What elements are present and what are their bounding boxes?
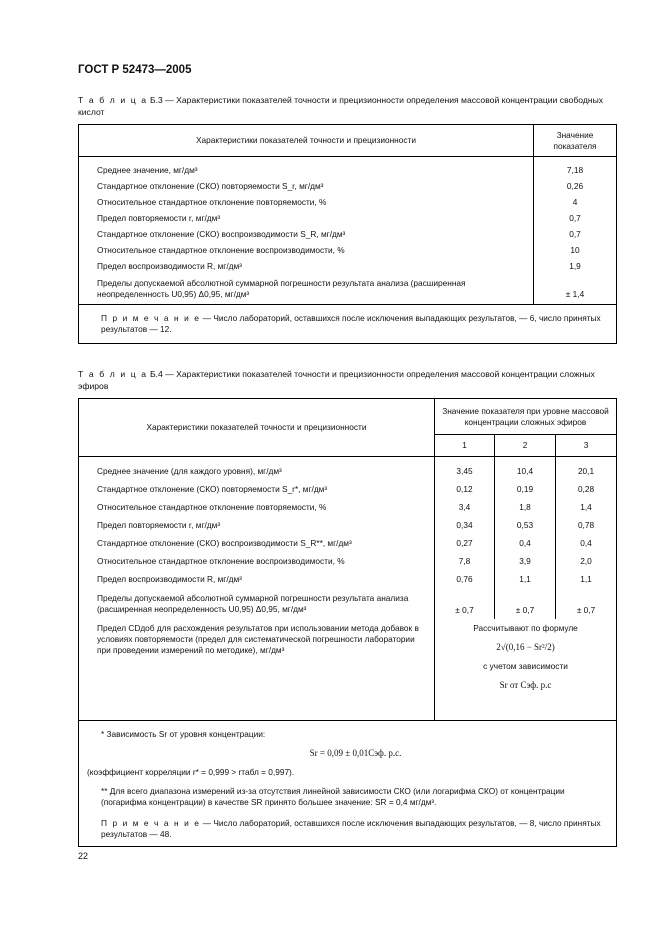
table-cell: 0,4 — [556, 535, 617, 553]
level-header-3: 3 — [556, 435, 617, 457]
table-cell: 1,1 — [495, 571, 556, 589]
table-row: Стандартное отклонение (СКО) воспроизводимости S_R**, мг/дм³ — [79, 535, 435, 553]
table-row: Относительное стандартное отклонение воспроизводимости, % — [79, 243, 534, 259]
table-row: Стандартное отклонение (СКО) воспроизводимости S_R, мг/дм³ — [79, 227, 534, 243]
table-cell: 0,28 — [556, 481, 617, 499]
table-b4-caption — [78, 368, 618, 392]
level-header-2: 2 — [495, 435, 556, 457]
table-b3 — [78, 124, 617, 344]
footnote-1-title: * Зависимость Sr от уровня концентрации: — [101, 729, 266, 739]
footnote-2: ** Для всего диапазона измерений из-за отсутствия линейной зависимости СКО (или логарифма СКО) от концентрации (погарифма концентрации) в качестве SR принято большее значение: SR = 0,4 мг/дм³. — [101, 786, 565, 807]
table-cell: 3,4 — [435, 499, 495, 517]
note-text: — Число лабораторий, оставшихся после исключения выпадающих результатов, — 6, число принятых результатов — 12. — [101, 313, 601, 334]
note-prefix: П р и м е ч а н и е — [101, 818, 201, 828]
table-cell: 0,53 — [495, 517, 556, 535]
table-cell: 0,78 — [556, 517, 617, 535]
table-cell: ± 0,7 — [556, 589, 617, 619]
table-row-cd: Предел CDдоб для расхождения результатов при использовании метода добавок в условиях повторяемости (предел для систематической погрешности лаборатории при проведении измерений по методике), мг/дм³ — [79, 619, 435, 721]
table-cell: ± 0,7 — [495, 589, 556, 619]
table-cell: 0,12 — [435, 481, 495, 499]
table-b3-caption — [78, 94, 618, 118]
table-cell: 0,4 — [495, 535, 556, 553]
table-cell: 20,1 — [556, 463, 617, 481]
table-b3-col-header-1: Характеристики показателей точности и прецизионности — [79, 125, 534, 157]
note-prefix: П р и м е ч а н и е — [101, 313, 201, 323]
table-row: Относительное стандартное отклонение повторяемости, % — [79, 499, 435, 517]
table-b3-col-header-2: Значение показателя — [534, 125, 617, 157]
table-row: Предел повторяемости r, мг/дм³ — [79, 517, 435, 535]
page-number: 22 — [78, 851, 89, 861]
table-row: Среднее значение, мг/дм³ — [79, 163, 534, 179]
table-cell: ± 0,7 — [435, 589, 495, 619]
table-cell: ± 1,4 — [534, 275, 617, 305]
table-cell: 0,19 — [495, 481, 556, 499]
table-b4 — [78, 398, 617, 847]
table-row: Пределы допускаемой абсолютной суммарной погрешности результата анализа (расширенная неопределенность U0,95) Δ0,95, мг/дм³ — [79, 275, 534, 305]
footnote-1-formula: Sr = 0,09 ± 0,01Cэф. р.с. — [309, 748, 402, 758]
table-row: Пределы допускаемой абсолютной суммарной погрешности результата анализа (расширенная неопределенность U0,95) Δ0,95, мг/дм³ — [79, 589, 435, 619]
table-cell: 7,8 — [435, 553, 495, 571]
table-b4-col-header-1: Характеристики показателей точности и прецизионности — [79, 399, 435, 457]
note-text: — Число лабораторий, оставшихся после исключения выпадающих результатов, — 8, число принятых результатов — 48. — [101, 818, 601, 839]
table-cell: 4 — [534, 195, 617, 211]
caption-text: Б.4 — Характеристики показателей точности и прецизионности определения массовой концентрации сложных эфиров — [78, 369, 595, 391]
table-row: Предел воспроизводимости R, мг/дм³ — [79, 259, 534, 275]
table-row: Относительное стандартное отклонение воспроизводимости, % — [79, 553, 435, 571]
table-cell: 0,76 — [435, 571, 495, 589]
table-row: Стандартное отклонение (СКО) повторяемости S_r, мг/дм³ — [79, 179, 534, 195]
table-cell: 1,9 — [534, 259, 617, 275]
table-cell: 2,0 — [556, 553, 617, 571]
table-cell: 1,8 — [495, 499, 556, 517]
table-cell: 1,4 — [556, 499, 617, 517]
table-cell: 0,27 — [435, 535, 495, 553]
table-b4-footnotes — [79, 721, 617, 847]
caption-prefix: Т а б л и ц а — [78, 95, 148, 105]
table-row: Предел повторяемости r, мг/дм³ — [79, 211, 534, 227]
table-cell: 0,26 — [534, 179, 617, 195]
table-b3-note — [79, 305, 617, 344]
table-cell: 3,9 — [495, 553, 556, 571]
table-row: Относительное стандартное отклонение повторяемости, % — [79, 195, 534, 211]
table-cell: 0,7 — [534, 211, 617, 227]
level-header-1: 1 — [435, 435, 495, 457]
table-b4-note — [101, 818, 610, 840]
cd-calc-text: Рассчитывают по формуле — [473, 622, 578, 633]
caption-prefix: Т а б л и ц а — [78, 369, 148, 379]
document-header: ГОСТ Р 52473—2005 — [78, 64, 192, 76]
caption-text: Б.3 — Характеристики показателей точности и прецизионности определения массовой концентрации свободных кислот — [78, 95, 604, 117]
table-cell: 3,45 — [435, 463, 495, 481]
table-cell: 7,18 — [534, 163, 617, 179]
table-cell: 10 — [534, 243, 617, 259]
table-cell: 0,34 — [435, 517, 495, 535]
cd-formula-cell — [435, 619, 617, 721]
table-b4-col-group-header: Значение показателя при уровне массовой концентрации сложных эфиров — [435, 399, 617, 435]
cd-dependency-formula: Sr от Cэф. р.с — [499, 679, 552, 690]
table-row: Среднее значение (для каждого уровня), мг/дм³ — [79, 463, 435, 481]
footnote-1-correlation: (коэффициент корреляции r* = 0,999 > rтабл = 0,997). — [87, 767, 295, 777]
table-cell: 0,7 — [534, 227, 617, 243]
table-cell: 1,1 — [556, 571, 617, 589]
table-cell: 10,4 — [495, 463, 556, 481]
cd-dependency-text: с учетом зависимости — [483, 660, 568, 671]
table-row: Предел воспроизводимости R, мг/дм³ — [79, 571, 435, 589]
table-row: Стандартное отклонение (СКО) повторяемости S_r*, мг/дм³ — [79, 481, 435, 499]
cd-formula: 2√(0,16 − Sr²/2) — [496, 641, 555, 652]
